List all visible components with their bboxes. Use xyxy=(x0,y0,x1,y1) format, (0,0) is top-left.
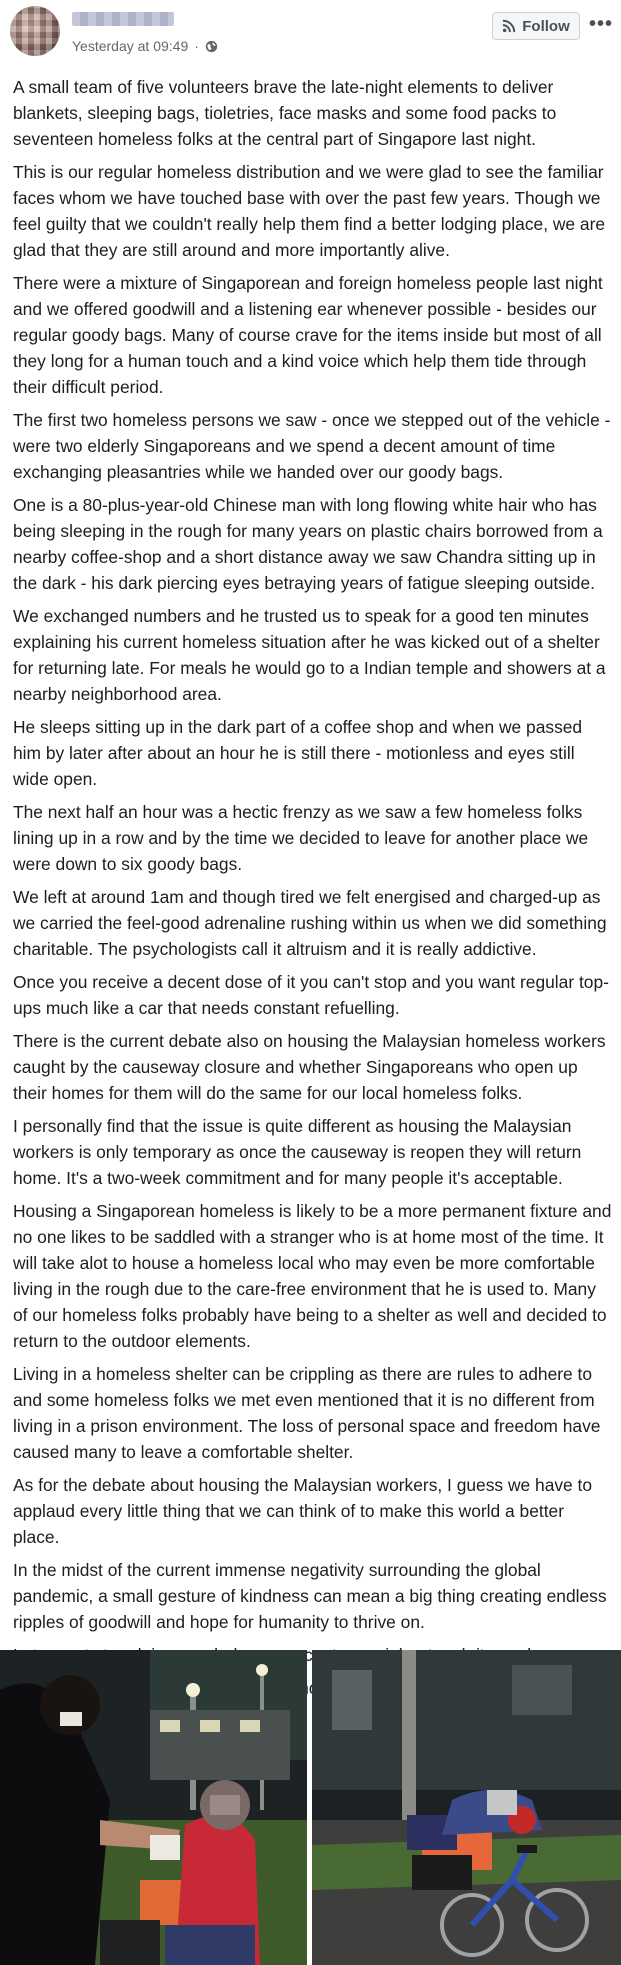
post-paragraph: As for the debate about housing the Malaysian workers, I guess we have to applaud every little thing that we can think of to make this world a better place. xyxy=(13,1475,593,1547)
post-paragraph: We exchanged numbers and he trusted us to speak for a good ten minutes explaining his current homeless situation after he was kicked out of a shelter for returning late. For meals he would go to a Indian temple and showers at a nearby neighborhood area. xyxy=(13,606,606,704)
post-paragraph: A small team of five volunteers brave the late-night elements to deliver blankets, sleeping bags, tioletries, face masks and some food packs to seventeen homeless folks at the central part of Singapore last night. xyxy=(13,77,557,149)
post-paragraph: In the midst of the current immense negativity surrounding the global pandemic, a small gesture of kindness can mean a big thing creating endless ripples of goodwill and hope for humanity to thrive on. xyxy=(13,1560,607,1632)
post-paragraph: Once you receive a decent dose of it you can't stop and you want regular top-ups much like a car that needs constant refuelling. xyxy=(13,972,609,1018)
post-paragraph: I personally find that the issue is quite different as housing the Malaysian workers is only temporary as once the causeway is reopen they will return home. It's a two-week commitment and for many people it's acceptable. xyxy=(13,1116,582,1188)
globe-icon xyxy=(205,40,218,53)
post-paragraph: He sleeps sitting up in the dark part of a coffee shop and when we passed him by later after about an hour he is still there - motionless and eyes still wide open. xyxy=(13,717,583,789)
photo-volunteer-handing-bag[interactable] xyxy=(0,1650,307,1965)
post-paragraph: Housing a Singaporean homeless is likely to be a more permanent fixture and no one likes to be saddled with a stranger who is at home most of the time. It will take alot to house a homeless local who may even be more comfortable living in the rough due to the care-free environment that he is used to. Many of our homeless folks probably have being to a shelter as well and decided to return to the outdoor elements. xyxy=(13,1201,612,1351)
photo-image-2 xyxy=(312,1650,621,1965)
author-name-redacted[interactable] xyxy=(72,12,174,26)
rss-icon xyxy=(502,19,516,33)
follow-button[interactable] xyxy=(492,12,580,40)
post-paragraph: One is a 80-plus-year-old Chinese man with long flowing white hair who has being sleeping in the rough for many years on plastic chairs borrowed from a nearby coffee-shop and a short distance away we saw Chandra sitting up in the dark - his dark piercing eyes betraying years of fatigue sleeping outside. xyxy=(13,495,603,593)
post-paragraph: There is the current debate also on housing the Malaysian homeless workers caught by the causeway closure and whether Singaporeans who open up their homes for them will do the same for our local homeless folks. xyxy=(13,1031,606,1103)
post-timestamp[interactable]: Yesterday at 09:49 xyxy=(72,38,189,54)
post-meta xyxy=(72,38,218,54)
photo-grid xyxy=(0,1650,621,1965)
post-paragraph: There were a mixture of Singaporean and foreign homeless people last night and we offered goodwill and a listening ear whenever possible - besides our regular goody bags. Many of course crave for the items inside but most of all they long for a human touch and a kind voice which help them tide through their difficult period. xyxy=(13,273,603,397)
post-paragraph: The next half an hour was a hectic frenzy as we saw a few homeless folks lining up in a row and by the time we decided to leave for another place we were down to six goody bags. xyxy=(13,802,589,874)
post-header xyxy=(0,0,621,60)
photo-image-1 xyxy=(0,1650,307,1965)
post-paragraph: We left at around 1am and though tired we felt energised and charged-up as we carried the feel-good adrenaline rushing within us when we did something charitable. The psychologists call it altruism and it is really addictive. xyxy=(13,887,607,959)
photo-man-sleeping-on-chairs[interactable] xyxy=(312,1650,621,1965)
separator-dot: · xyxy=(194,38,199,54)
post-paragraph: This is our regular homeless distribution and we were glad to see the familiar faces whom we have touched base with over the past few years. Though we feel guilty that we couldn't really help them find a better lodging place, we are glad that they are still around and more importantly alive. xyxy=(13,162,606,260)
post-paragraph: The first two homeless persons we saw - once we stepped out of the vehicle - were two elderly Singaporeans and we spend a decent amount of time exchanging pleasantries while we handed over our goody bags. xyxy=(13,410,611,482)
author-avatar[interactable] xyxy=(10,6,60,56)
follow-label: Follow xyxy=(522,17,570,35)
post-body xyxy=(13,74,613,1741)
post-paragraph: Living in a homeless shelter can be crippling as there are rules to adhere to and some homeless folks we met even mentioned that it is no different from living in a prison environment. The loss of personal space and freedom have caused many to leave a comfortable shelter. xyxy=(13,1364,601,1462)
more-options-icon[interactable]: ••• xyxy=(588,12,613,35)
